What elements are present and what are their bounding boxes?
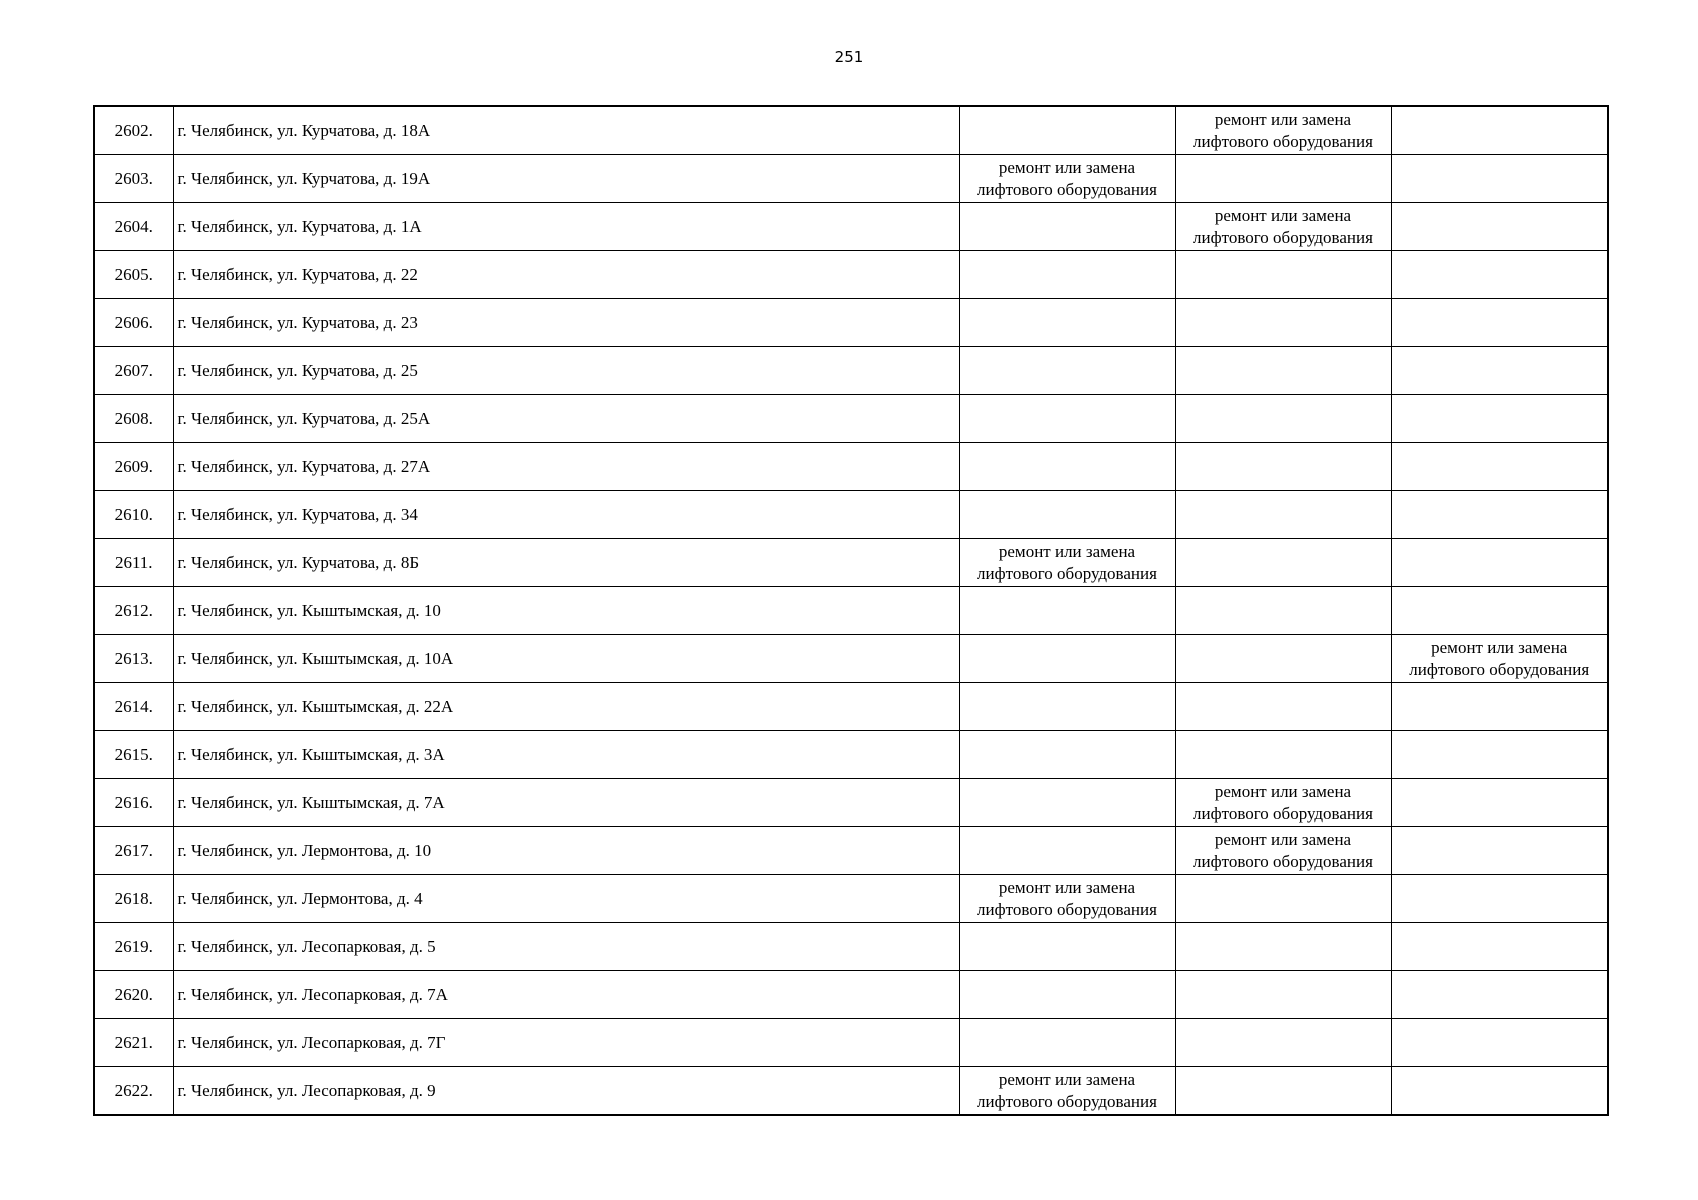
work-cell-2 [1175, 683, 1391, 731]
address-cell: г. Челябинск, ул. Курчатова, д. 18А [173, 106, 959, 155]
work-cell-2 [1175, 443, 1391, 491]
address-cell: г. Челябинск, ул. Кыштымская, д. 7А [173, 779, 959, 827]
row-number-cell: 2622. [94, 1067, 173, 1116]
table-row [94, 779, 1608, 827]
row-number-cell: 2615. [94, 731, 173, 779]
work-cell-1 [959, 347, 1175, 395]
row-number-cell: 2612. [94, 587, 173, 635]
table-row [94, 731, 1608, 779]
work-cell-3 [1391, 491, 1608, 539]
work-cell-2 [1175, 299, 1391, 347]
address-cell: г. Челябинск, ул. Лесопарковая, д. 7Г [173, 1019, 959, 1067]
work-cell-2 [1175, 923, 1391, 971]
work-cell-2 [1175, 155, 1391, 203]
table-row [94, 395, 1608, 443]
work-cell-1 [959, 875, 1175, 923]
row-number-cell: 2617. [94, 827, 173, 875]
table-row [94, 827, 1608, 875]
row-number-cell: 2602. [94, 106, 173, 155]
address-cell: г. Челябинск, ул. Кыштымская, д. 10 [173, 587, 959, 635]
row-number-cell: 2616. [94, 779, 173, 827]
work-cell-3 [1391, 731, 1608, 779]
work-cell-2 [1175, 347, 1391, 395]
address-cell: г. Челябинск, ул. Лесопарковая, д. 5 [173, 923, 959, 971]
work-cell-1 [959, 827, 1175, 875]
work-cell-3 [1391, 106, 1608, 155]
work-cell-3 [1391, 971, 1608, 1019]
work-cell-2 [1175, 875, 1391, 923]
work-cell-3 [1391, 587, 1608, 635]
row-number-cell: 2619. [94, 923, 173, 971]
address-cell: г. Челябинск, ул. Курчатова, д. 8Б [173, 539, 959, 587]
work-cell-1 [959, 251, 1175, 299]
table-row [94, 347, 1608, 395]
table-row [94, 539, 1608, 587]
work-cell-1 [959, 635, 1175, 683]
work-cell-2 [1175, 587, 1391, 635]
address-cell: г. Челябинск, ул. Курчатова, д. 1А [173, 203, 959, 251]
work-cell-3 [1391, 203, 1608, 251]
work-cell-3 [1391, 683, 1608, 731]
work-type-text: ремонт или замена лифтового оборудования [977, 1069, 1157, 1111]
row-number-cell: 2608. [94, 395, 173, 443]
row-number-cell: 2611. [94, 539, 173, 587]
address-cell: г. Челябинск, ул. Лермонтова, д. 4 [173, 875, 959, 923]
work-cell-2 [1175, 106, 1391, 155]
work-cell-3 [1391, 155, 1608, 203]
row-number-cell: 2620. [94, 971, 173, 1019]
address-cell: г. Челябинск, ул. Кыштымская, д. 3А [173, 731, 959, 779]
work-cell-2 [1175, 827, 1391, 875]
work-cell-2 [1175, 779, 1391, 827]
work-type-text: ремонт или замена лифтового оборудования [1193, 829, 1373, 871]
work-cell-3 [1391, 299, 1608, 347]
work-type-text: ремонт или замена лифтового оборудования [1409, 637, 1590, 679]
table-row [94, 106, 1608, 155]
work-cell-3 [1391, 443, 1608, 491]
work-cell-1 [959, 731, 1175, 779]
work-cell-1 [959, 395, 1175, 443]
work-cell-2 [1175, 731, 1391, 779]
table-row [94, 299, 1608, 347]
table-row [94, 491, 1608, 539]
work-cell-1 [959, 491, 1175, 539]
work-type-text: ремонт или замена лифтового оборудования [1193, 781, 1373, 823]
work-type-text: ремонт или замена лифтового оборудования [977, 157, 1157, 199]
work-cell-1 [959, 443, 1175, 491]
row-number-cell: 2607. [94, 347, 173, 395]
work-cell-1 [959, 539, 1175, 587]
address-cell: г. Челябинск, ул. Курчатова, д. 34 [173, 491, 959, 539]
work-type-text: ремонт или замена лифтового оборудования [977, 877, 1157, 919]
table-row [94, 443, 1608, 491]
work-cell-3 [1391, 251, 1608, 299]
table-row [94, 251, 1608, 299]
table-row [94, 923, 1608, 971]
row-number-cell: 2603. [94, 155, 173, 203]
address-cell: г. Челябинск, ул. Курчатова, д. 25 [173, 347, 959, 395]
work-cell-1 [959, 1019, 1175, 1067]
work-cell-2 [1175, 395, 1391, 443]
address-cell: г. Челябинск, ул. Кыштымская, д. 22А [173, 683, 959, 731]
work-type-text: ремонт или замена лифтового оборудования [1193, 109, 1373, 151]
row-number-cell: 2618. [94, 875, 173, 923]
row-number-cell: 2605. [94, 251, 173, 299]
work-cell-1 [959, 971, 1175, 1019]
work-cell-3 [1391, 395, 1608, 443]
work-cell-3 [1391, 635, 1608, 683]
work-type-text: ремонт или замена лифтового оборудования [1193, 205, 1373, 247]
work-cell-1 [959, 587, 1175, 635]
housing-registry-table [93, 105, 1609, 1116]
work-cell-2 [1175, 1067, 1391, 1116]
row-number-cell: 2606. [94, 299, 173, 347]
table-row [94, 1019, 1608, 1067]
table-row [94, 875, 1608, 923]
table-row [94, 155, 1608, 203]
table-row [94, 587, 1608, 635]
work-cell-1 [959, 1067, 1175, 1116]
work-cell-3 [1391, 923, 1608, 971]
address-cell: г. Челябинск, ул. Курчатова, д. 19А [173, 155, 959, 203]
work-cell-2 [1175, 491, 1391, 539]
work-cell-2 [1175, 635, 1391, 683]
address-cell: г. Челябинск, ул. Курчатова, д. 23 [173, 299, 959, 347]
row-number-cell: 2609. [94, 443, 173, 491]
registry-body [94, 106, 1608, 1115]
row-number-cell: 2604. [94, 203, 173, 251]
address-cell: г. Челябинск, ул. Лесопарковая, д. 7А [173, 971, 959, 1019]
table-row [94, 635, 1608, 683]
table-row [94, 203, 1608, 251]
address-cell: г. Челябинск, ул. Лермонтова, д. 10 [173, 827, 959, 875]
row-number-cell: 2613. [94, 635, 173, 683]
table-row [94, 1067, 1608, 1116]
work-cell-1 [959, 203, 1175, 251]
work-cell-2 [1175, 539, 1391, 587]
work-cell-3 [1391, 827, 1608, 875]
address-cell: г. Челябинск, ул. Кыштымская, д. 10А [173, 635, 959, 683]
address-cell: г. Челябинск, ул. Лесопарковая, д. 9 [173, 1067, 959, 1116]
work-cell-1 [959, 155, 1175, 203]
row-number-cell: 2610. [94, 491, 173, 539]
work-cell-3 [1391, 347, 1608, 395]
work-cell-1 [959, 779, 1175, 827]
work-cell-3 [1391, 539, 1608, 587]
row-number-cell: 2614. [94, 683, 173, 731]
work-type-text: ремонт или замена лифтового оборудования [977, 541, 1157, 583]
work-cell-1 [959, 106, 1175, 155]
work-cell-1 [959, 299, 1175, 347]
work-cell-3 [1391, 1067, 1608, 1116]
work-cell-3 [1391, 1019, 1608, 1067]
work-cell-2 [1175, 971, 1391, 1019]
address-cell: г. Челябинск, ул. Курчатова, д. 25А [173, 395, 959, 443]
work-cell-1 [959, 923, 1175, 971]
row-number-cell: 2621. [94, 1019, 173, 1067]
table-row [94, 683, 1608, 731]
work-cell-1 [959, 683, 1175, 731]
work-cell-3 [1391, 779, 1608, 827]
address-cell: г. Челябинск, ул. Курчатова, д. 27А [173, 443, 959, 491]
work-cell-3 [1391, 875, 1608, 923]
table-row [94, 971, 1608, 1019]
work-cell-2 [1175, 203, 1391, 251]
work-cell-2 [1175, 251, 1391, 299]
work-cell-2 [1175, 1019, 1391, 1067]
address-cell: г. Челябинск, ул. Курчатова, д. 22 [173, 251, 959, 299]
page-number: 251 [834, 48, 864, 66]
